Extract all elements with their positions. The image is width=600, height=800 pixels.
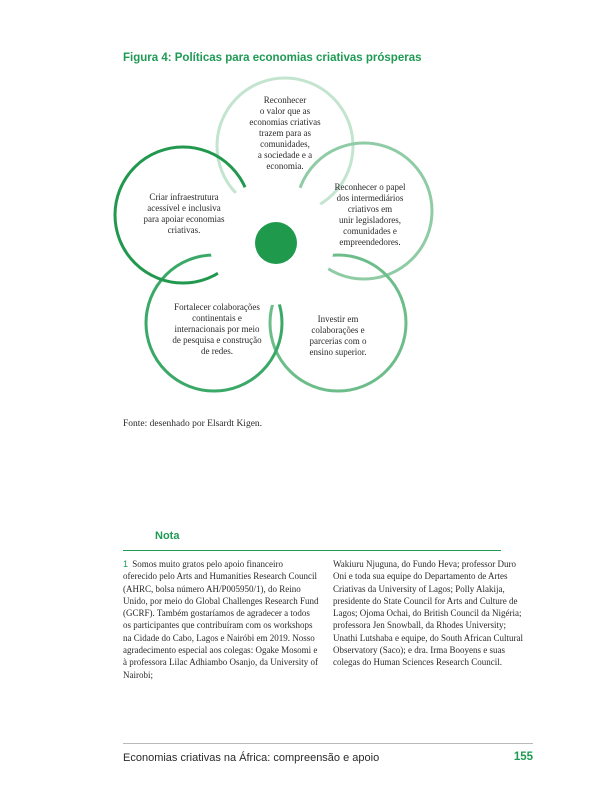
petal-top-text: Reconhecer o valor que as economias criativas trazem para as comunidades, a sociedade e a economia. (249, 95, 321, 171)
running-footer-title: Economias criativas na África: compreensão e apoio (123, 752, 380, 764)
note-text-right: Wakiuru Njuguna, do Fundo Heva; professor Duro Oni e toda sua equipe do Departamento de Artes Criativas da University of Lagos; Polly Alakija, presidente do State Council for Arts and Culture de Lagos; Ojoma Ochai, do British Council da Nigéria; professora Jen Snowball, da Rhodes University; Unathi Lutshaba e equipe, do South African Cultural Observatory (Saco); e dra. Irma Booyens e suas colegas do Human Sciences Research Council. (333, 559, 523, 668)
figure-source: Fonte: desenhado por Elsardt Kigen. (123, 419, 263, 429)
note-divider (123, 550, 501, 551)
petal-left-text: Criar infraestrutura acessível e inclusiva para apoiar economias criativas. (143, 192, 225, 235)
petal-right-text: Reconhecer o papel dos intermediários criativos em unir legisladores, comunidades e empreendedores. (334, 182, 406, 247)
note-column-left (123, 558, 319, 681)
page-number: 155 (513, 751, 533, 763)
petal-bottom-right-text: Investir em colaborações e parcerias com o ensino superior. (309, 314, 367, 357)
footnote-number: 1 (123, 559, 129, 569)
figure-title: Figura 4: Políticas para economias criativas prósperas (123, 52, 422, 64)
center-circle (255, 222, 297, 264)
note-heading: Nota (155, 530, 180, 542)
petal-bottom-left-text: Fortalecer colaborações continentais e internacionais por meio de pesquisa e construção de redes. (172, 302, 262, 356)
note-column-right (333, 558, 529, 669)
note-text-left: Somos muito gratos pelo apoio financeiro oferecido pelo Arts and Humanities Research Council (AHRC, bolsa número AH/P005950/1), do Reino Unido, por meio do Global Challenges Research Fund (GCRF). Também gostaríamos de agradecer a todos os participantes que contribuíram com os workshops na Cidade do Cabo, Lagos e Nairóbi em 2019. Nosso agradecimento especial aos colegas: Ogake Mosomi e à professora Lilac Adhiambo Osanjo, da University of Nairobi; (123, 559, 319, 680)
footer-divider (123, 743, 533, 744)
